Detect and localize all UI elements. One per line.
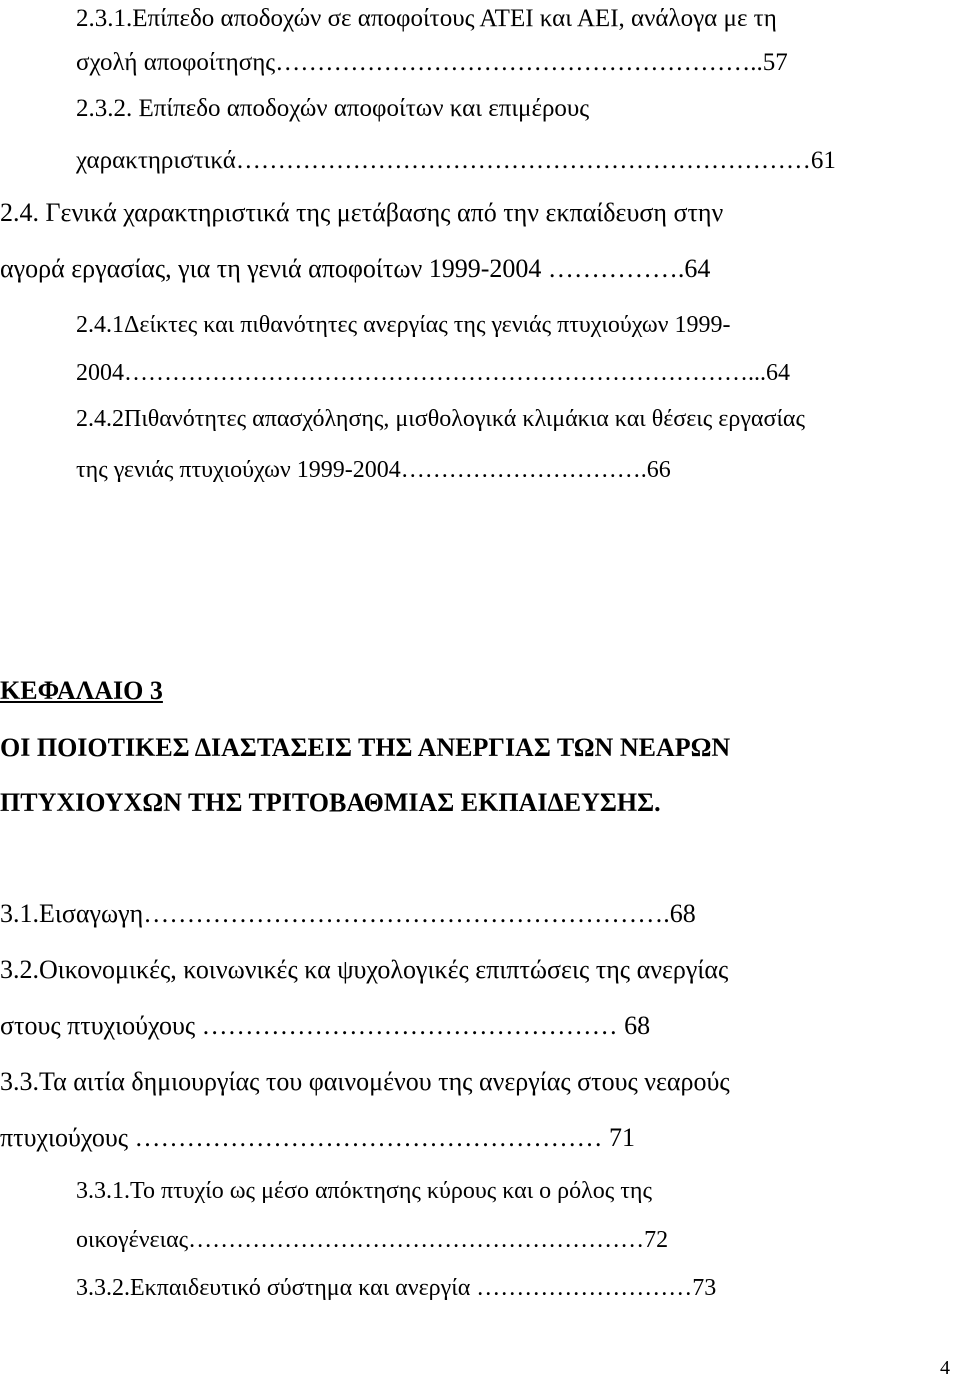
toc-line: της γενιάς πτυχιούχων 1999-2004………………………….66 <box>76 457 671 483</box>
toc-line: 3.1.Εισαγωγη…………………………………………………….68 <box>0 899 696 928</box>
toc-line: 3.3.1.Το πτυχίο ως μέσο απόκτησης κύρους και ο ρόλος της <box>76 1178 652 1204</box>
toc-line: 3.3.Τα αιτία δημιουργίας του φαινομένου της ανεργίας στους νεαρούς <box>0 1067 730 1096</box>
toc-line: σχολή αποφοίτησης…………………………………………………..57 <box>76 49 788 76</box>
chapter-heading: ΚΕΦΑΛΑΙΟ 3 <box>0 676 163 705</box>
page-number: 4 <box>940 1357 950 1379</box>
toc-line: 2.3.2. Επίπεδο αποδοχών αποφοίτων και επιμέρους <box>76 95 590 122</box>
chapter-title: ΠΤΥΧΙΟΥΧΩΝ ΤΗΣ ΤΡΙΤΟΒΑΘΜΙΑΣ ΕΚΠΑΙΔΕΥΣΗΣ. <box>0 788 661 817</box>
toc-line: 2.4. Γενικά χαρακτηριστικά της μετάβασης από την εκπαίδευση στην <box>0 198 724 227</box>
toc-line: 2004……………………………………………………………………...64 <box>76 360 790 386</box>
chapter-title: ΟΙ ΠΟΙΟΤΙΚΕΣ ΔΙΑΣΤΑΣΕΙΣ ΤΗΣ ΑΝΕΡΓΙΑΣ ΤΩΝ ΝΕΑΡΩΝ <box>0 733 731 762</box>
toc-line: 2.4.1Δείκτες και πιθανότητες ανεργίας της γενιάς πτυχιούχων 1999- <box>76 312 731 338</box>
toc-line: χαρακτηριστικά……………………………………………………………61 <box>76 147 836 174</box>
toc-line: στους πτυχιούχους ………………………………………… 68 <box>0 1011 651 1040</box>
toc-line: πτυχιούχους ……………………………………………… 71 <box>0 1123 635 1152</box>
toc-line: 3.2.Οικονομικές, κοινωνικές κα ψυχολογικές επιπτώσεις της ανεργίας <box>0 955 729 984</box>
toc-line: αγορά εργασίας, για τη γενιά αποφοίτων 1999-2004 …………….64 <box>0 254 711 283</box>
toc-line: 3.3.2.Εκπαιδευτικό σύστημα και ανεργία ………………………73 <box>76 1275 717 1301</box>
toc-line: 2.3.1.Επίπεδο αποδοχών σε αποφοίτους ΑΤΕΙ και ΑΕΙ, ανάλογα με τη <box>76 5 777 32</box>
toc-line: 2.4.2Πιθανότητες απασχόλησης, μισθολογικά κλιμάκια και θέσεις εργασίας <box>76 406 805 432</box>
toc-line: οικογένειας…………………………………………………72 <box>76 1227 669 1253</box>
